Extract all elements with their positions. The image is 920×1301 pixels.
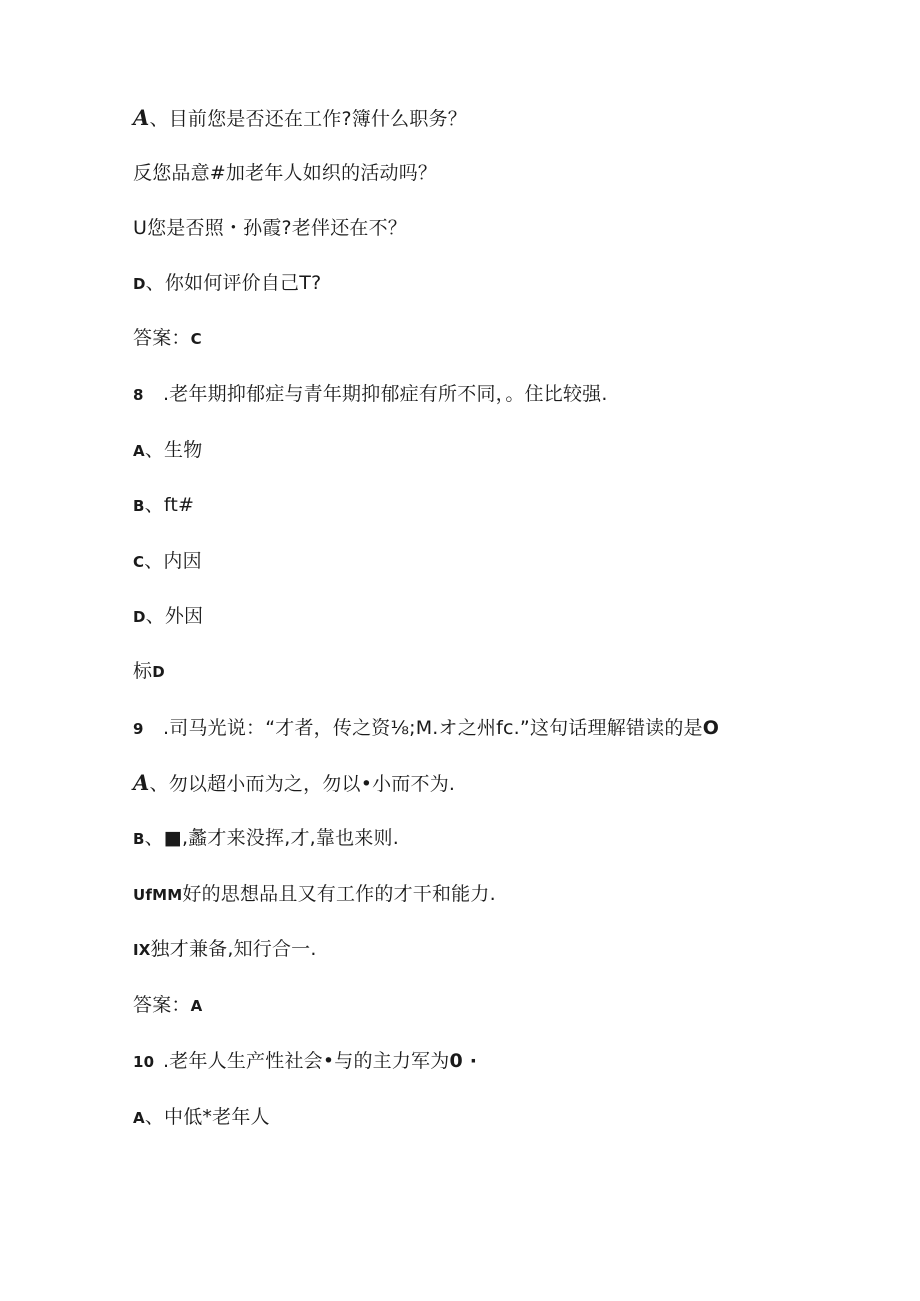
option-b-line xyxy=(133,826,399,851)
answer-line xyxy=(133,993,202,1018)
option-text: 独才兼备,知行合一. xyxy=(150,938,317,960)
question-text: .司马光说：“才者，传之资⅛;M.オ之州fc.”这句话理解错读的是 xyxy=(163,717,703,739)
option-c-line xyxy=(133,216,407,240)
question-10 xyxy=(133,1049,477,1074)
question-text: .老年期抑郁症与青年期抑郁症有所不同，。住比较强. xyxy=(163,383,608,405)
question-number: 10 xyxy=(133,1053,155,1071)
option-a-line xyxy=(133,438,202,463)
question-tail: 0 · xyxy=(449,1050,478,1072)
option-label: A xyxy=(133,105,150,130)
option-label: B xyxy=(133,830,145,848)
option-label: A xyxy=(133,442,145,460)
question-8 xyxy=(133,382,608,407)
question-tail: O xyxy=(702,717,720,739)
option-prefix: UfMM xyxy=(133,886,183,904)
answer-line xyxy=(133,659,165,684)
option-text: 、外因 xyxy=(145,605,204,627)
option-label: A xyxy=(133,1109,145,1127)
option-b-line xyxy=(133,161,437,185)
option-d-line xyxy=(133,604,203,629)
option-label: A xyxy=(133,770,150,795)
answer-prefix: 标 xyxy=(133,660,153,682)
option-text: 好的思想品且又有工作的才干和能力. xyxy=(182,883,496,905)
answer-value: C xyxy=(190,330,202,348)
option-c-line xyxy=(133,882,496,907)
option-b-line xyxy=(133,493,194,518)
answer-value: D xyxy=(152,663,165,681)
option-label: C xyxy=(133,553,145,571)
option-a-line xyxy=(133,1105,270,1130)
option-text: 反您品意#加老年人如织的活动吗？ xyxy=(133,162,438,184)
option-text: 、你如何评价自己T? xyxy=(145,272,322,294)
answer-value: A xyxy=(190,997,203,1015)
option-label: B xyxy=(133,497,145,515)
option-text: 、■,蠡才来没挥,才,靠也来则. xyxy=(144,827,399,849)
answer-prefix: 答案： xyxy=(133,994,191,1016)
option-text: 、内因 xyxy=(144,550,202,572)
option-text: 、生物 xyxy=(144,439,203,461)
option-c-line xyxy=(133,549,202,574)
question-number: 9 xyxy=(133,720,144,738)
answer-prefix: 答案： xyxy=(133,327,191,349)
question-text: .老年人生产性社会•与的主力军为 xyxy=(163,1050,450,1072)
option-a-line xyxy=(133,771,455,796)
option-d-line xyxy=(133,937,317,962)
option-d-line xyxy=(133,271,321,296)
question-9 xyxy=(133,716,719,741)
option-label: D xyxy=(133,275,146,293)
option-text: 、勿以超小而为之，勿以•小而不为. xyxy=(149,773,456,795)
option-a-line xyxy=(133,106,467,131)
option-label: D xyxy=(133,608,146,626)
option-text: U您是否照・孙霞?老伴还在不？ xyxy=(133,217,407,239)
option-prefix: IX xyxy=(133,941,151,959)
question-number: 8 xyxy=(133,386,144,404)
option-text: 、目前您是否还在工作?簿什么职务？ xyxy=(149,108,467,130)
option-text: 、中低*老年人 xyxy=(144,1106,270,1128)
answer-line xyxy=(133,326,202,351)
option-text: 、ft# xyxy=(144,494,195,516)
